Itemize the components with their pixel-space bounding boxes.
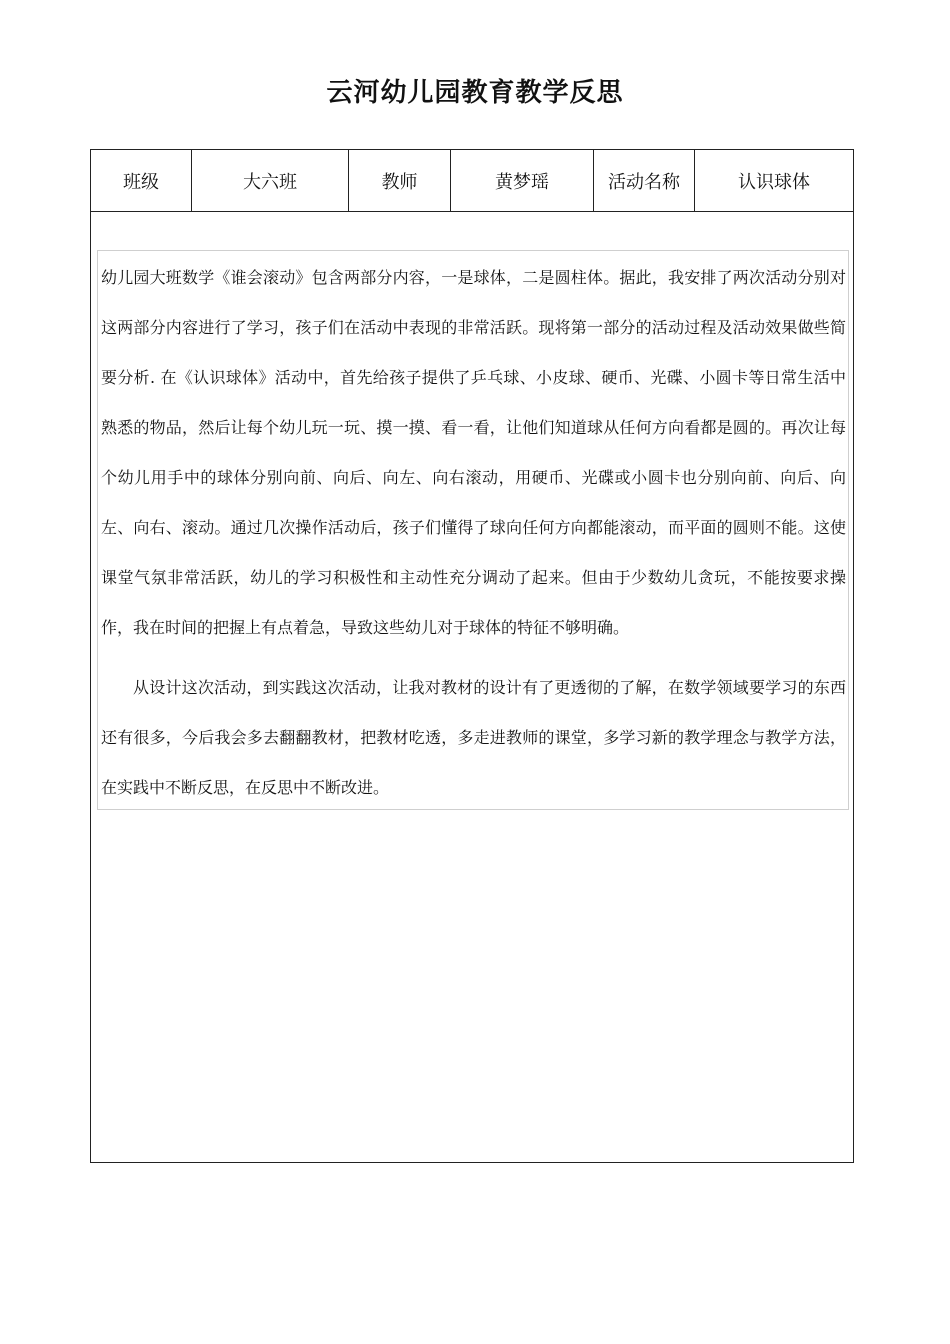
reflection-paragraph-2: 从设计这次活动，到实践这次活动，让我对教材的设计有了更透彻的了解，在数学领域要学习的东西还有很多，今后我会多去翻翻教材，把教材吃透，多走进教师的课堂，多学习新的教学理念与教学方法，在实践中不断反思，在反思中不断改进。 (101, 678, 846, 797)
info-row (91, 150, 853, 212)
class-label: 班级 (91, 150, 192, 211)
teacher-value: 黄梦瑶 (451, 150, 594, 211)
page-title: 云河幼儿园教育教学反思 (326, 78, 624, 108)
activity-value: 认识球体 (738, 171, 810, 193)
activity-label: 活动名称 (594, 150, 695, 211)
reflection-form (90, 149, 854, 1163)
class-value: 大六班 (192, 150, 349, 211)
teacher-label: 教师 (349, 150, 451, 211)
reflection-paragraph-1: 幼儿园大班数学《谁会滚动》包含两部分内容，一是球体，二是圆柱体。据此，我安排了两次活动分别对这两部分内容进行了学习，孩子们在活动中表现的非常活跃。现将第一部分的活动过程及活动效果做些简要分析. 在《认识球体》活动中，首先给孩子提供了乒乓球、小皮球、硬币、光碟、小圆卡等日常生活中熟悉的物品，然后让每个幼儿玩一玩、摸一摸、看一看，让他们知道球从任何方向看都是圆的。再次让每个幼儿用手中的球体分别向前、向后、向左、向右滚动，用硬币、光碟或小圆卡也分别向前、向后、向左、向右、滚动。通过几次操作活动后，孩子们懂得了球向任何方向都能滚动，而平面的圆则不能。这使课堂气氛非常活跃，幼儿的学习积极性和主动性充分调动了起来。但由于少数幼儿贪玩，不能按要求操作，我在时间的把握上有点着急，导致这些幼儿对于球体的特征不够明确。 (101, 268, 846, 637)
reflection-text-box (97, 250, 849, 810)
